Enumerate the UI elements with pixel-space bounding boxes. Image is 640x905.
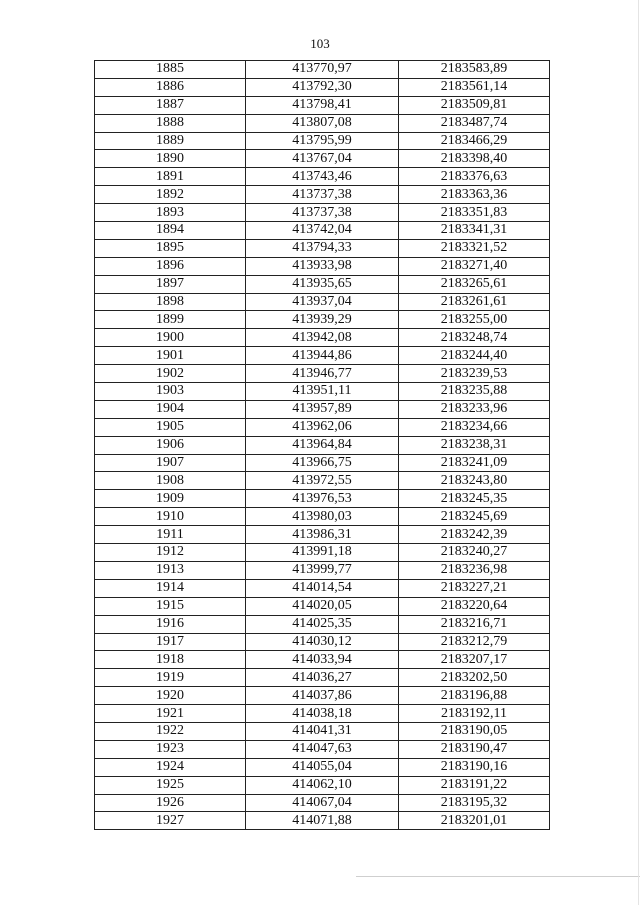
point-number-cell: 1901 [95, 347, 246, 365]
x-coordinate-cell: 413767,04 [246, 150, 399, 168]
table-row [95, 150, 550, 168]
y-coordinate-cell: 2183248,74 [399, 329, 550, 347]
y-coordinate-cell: 2183190,47 [399, 740, 550, 758]
x-coordinate-cell: 413937,04 [246, 293, 399, 311]
x-coordinate-cell: 413946,77 [246, 365, 399, 383]
table-row [95, 383, 550, 401]
table-row [95, 347, 550, 365]
x-coordinate-cell: 413742,04 [246, 222, 399, 240]
point-number-cell: 1892 [95, 186, 246, 204]
y-coordinate-cell: 2183509,81 [399, 96, 550, 114]
x-coordinate-cell: 414025,35 [246, 615, 399, 633]
table-row [95, 168, 550, 186]
point-number-cell: 1903 [95, 383, 246, 401]
y-coordinate-cell: 2183201,01 [399, 812, 550, 830]
point-number-cell: 1887 [95, 96, 246, 114]
y-coordinate-cell: 2183240,27 [399, 544, 550, 562]
point-number-cell: 1898 [95, 293, 246, 311]
point-number-cell: 1918 [95, 651, 246, 669]
table-row [95, 293, 550, 311]
point-number-cell: 1895 [95, 239, 246, 257]
table-row [95, 257, 550, 275]
x-coordinate-cell: 414038,18 [246, 705, 399, 723]
y-coordinate-cell: 2183207,17 [399, 651, 550, 669]
x-coordinate-cell: 414071,88 [246, 812, 399, 830]
table-row [95, 78, 550, 96]
x-coordinate-cell: 413944,86 [246, 347, 399, 365]
point-number-cell: 1906 [95, 436, 246, 454]
table-row [95, 222, 550, 240]
table-row [95, 758, 550, 776]
coordinates-table [94, 60, 550, 830]
y-coordinate-cell: 2183261,61 [399, 293, 550, 311]
scan-edge-line [356, 876, 640, 877]
x-coordinate-cell: 413976,53 [246, 490, 399, 508]
y-coordinate-cell: 2183216,71 [399, 615, 550, 633]
point-number-cell: 1894 [95, 222, 246, 240]
x-coordinate-cell: 414037,86 [246, 687, 399, 705]
x-coordinate-cell: 413962,06 [246, 418, 399, 436]
x-coordinate-cell: 413743,46 [246, 168, 399, 186]
x-coordinate-cell: 414047,63 [246, 740, 399, 758]
x-coordinate-cell: 413957,89 [246, 400, 399, 418]
x-coordinate-cell: 414062,10 [246, 776, 399, 794]
y-coordinate-cell: 2183376,63 [399, 168, 550, 186]
x-coordinate-cell: 413991,18 [246, 544, 399, 562]
x-coordinate-cell: 413798,41 [246, 96, 399, 114]
y-coordinate-cell: 2183245,35 [399, 490, 550, 508]
point-number-cell: 1907 [95, 454, 246, 472]
point-number-cell: 1925 [95, 776, 246, 794]
point-number-cell: 1900 [95, 329, 246, 347]
x-coordinate-cell: 413807,08 [246, 114, 399, 132]
x-coordinate-cell: 413966,75 [246, 454, 399, 472]
table-row [95, 561, 550, 579]
y-coordinate-cell: 2183220,64 [399, 597, 550, 615]
y-coordinate-cell: 2183244,40 [399, 347, 550, 365]
table-row [95, 490, 550, 508]
y-coordinate-cell: 2183341,31 [399, 222, 550, 240]
table-row [95, 329, 550, 347]
table-row [95, 722, 550, 740]
table-row [95, 740, 550, 758]
table-row [95, 776, 550, 794]
x-coordinate-cell: 414055,04 [246, 758, 399, 776]
x-coordinate-cell: 413980,03 [246, 508, 399, 526]
y-coordinate-cell: 2183245,69 [399, 508, 550, 526]
point-number-cell: 1891 [95, 168, 246, 186]
x-coordinate-cell: 413986,31 [246, 526, 399, 544]
x-coordinate-cell: 413972,55 [246, 472, 399, 490]
point-number-cell: 1912 [95, 544, 246, 562]
table-row [95, 508, 550, 526]
point-number-cell: 1904 [95, 400, 246, 418]
point-number-cell: 1924 [95, 758, 246, 776]
y-coordinate-cell: 2183243,80 [399, 472, 550, 490]
table-row [95, 400, 550, 418]
y-coordinate-cell: 2183398,40 [399, 150, 550, 168]
point-number-cell: 1888 [95, 114, 246, 132]
y-coordinate-cell: 2183236,98 [399, 561, 550, 579]
page-number: 103 [310, 36, 330, 51]
y-coordinate-cell: 2183487,74 [399, 114, 550, 132]
x-coordinate-cell: 413964,84 [246, 436, 399, 454]
table-row [95, 579, 550, 597]
x-coordinate-cell: 413999,77 [246, 561, 399, 579]
point-number-cell: 1905 [95, 418, 246, 436]
table-row [95, 812, 550, 830]
x-coordinate-cell: 414067,04 [246, 794, 399, 812]
y-coordinate-cell: 2183190,16 [399, 758, 550, 776]
y-coordinate-cell: 2183192,11 [399, 705, 550, 723]
x-coordinate-cell: 413737,38 [246, 204, 399, 222]
point-number-cell: 1921 [95, 705, 246, 723]
x-coordinate-cell: 413935,65 [246, 275, 399, 293]
y-coordinate-cell: 2183196,88 [399, 687, 550, 705]
y-coordinate-cell: 2183241,09 [399, 454, 550, 472]
y-coordinate-cell: 2183195,32 [399, 794, 550, 812]
scan-edge-shadow [638, 0, 639, 905]
point-number-cell: 1926 [95, 794, 246, 812]
point-number-cell: 1893 [95, 204, 246, 222]
table-row [95, 472, 550, 490]
y-coordinate-cell: 2183227,21 [399, 579, 550, 597]
x-coordinate-cell: 414036,27 [246, 669, 399, 687]
point-number-cell: 1913 [95, 561, 246, 579]
point-number-cell: 1899 [95, 311, 246, 329]
point-number-cell: 1911 [95, 526, 246, 544]
y-coordinate-cell: 2183202,50 [399, 669, 550, 687]
y-coordinate-cell: 2183321,52 [399, 239, 550, 257]
x-coordinate-cell: 413939,29 [246, 311, 399, 329]
table-row [95, 61, 550, 79]
point-number-cell: 1909 [95, 490, 246, 508]
table-row [95, 436, 550, 454]
table-row [95, 651, 550, 669]
table-row [95, 311, 550, 329]
point-number-cell: 1885 [95, 61, 246, 79]
point-number-cell: 1897 [95, 275, 246, 293]
table-row [95, 597, 550, 615]
point-number-cell: 1896 [95, 257, 246, 275]
point-number-cell: 1923 [95, 740, 246, 758]
x-coordinate-cell: 414030,12 [246, 633, 399, 651]
x-coordinate-cell: 413942,08 [246, 329, 399, 347]
point-number-cell: 1910 [95, 508, 246, 526]
y-coordinate-cell: 2183561,14 [399, 78, 550, 96]
table-row [95, 114, 550, 132]
table-row [95, 239, 550, 257]
y-coordinate-cell: 2183265,61 [399, 275, 550, 293]
y-coordinate-cell: 2183583,89 [399, 61, 550, 79]
table-row [95, 275, 550, 293]
point-number-cell: 1917 [95, 633, 246, 651]
y-coordinate-cell: 2183238,31 [399, 436, 550, 454]
x-coordinate-cell: 414033,94 [246, 651, 399, 669]
point-number-cell: 1886 [95, 78, 246, 96]
point-number-cell: 1902 [95, 365, 246, 383]
x-coordinate-cell: 413933,98 [246, 257, 399, 275]
table-row [95, 687, 550, 705]
x-coordinate-cell: 414041,31 [246, 722, 399, 740]
y-coordinate-cell: 2183235,88 [399, 383, 550, 401]
point-number-cell: 1915 [95, 597, 246, 615]
y-coordinate-cell: 2183255,00 [399, 311, 550, 329]
table-row [95, 454, 550, 472]
table-row [95, 365, 550, 383]
y-coordinate-cell: 2183239,53 [399, 365, 550, 383]
x-coordinate-cell: 413792,30 [246, 78, 399, 96]
point-number-cell: 1922 [95, 722, 246, 740]
y-coordinate-cell: 2183363,36 [399, 186, 550, 204]
point-number-cell: 1927 [95, 812, 246, 830]
x-coordinate-cell: 414020,05 [246, 597, 399, 615]
table-row [95, 526, 550, 544]
y-coordinate-cell: 2183233,96 [399, 400, 550, 418]
y-coordinate-cell: 2183466,29 [399, 132, 550, 150]
y-coordinate-cell: 2183190,05 [399, 722, 550, 740]
coordinates-table-body [95, 61, 550, 830]
x-coordinate-cell: 413794,33 [246, 239, 399, 257]
table-row [95, 96, 550, 114]
table-row [95, 669, 550, 687]
table-row [95, 633, 550, 651]
table-row [95, 794, 550, 812]
table-row [95, 204, 550, 222]
table-row [95, 705, 550, 723]
point-number-cell: 1914 [95, 579, 246, 597]
table-row [95, 132, 550, 150]
table-row [95, 418, 550, 436]
x-coordinate-cell: 413951,11 [246, 383, 399, 401]
x-coordinate-cell: 413737,38 [246, 186, 399, 204]
point-number-cell: 1908 [95, 472, 246, 490]
y-coordinate-cell: 2183212,79 [399, 633, 550, 651]
y-coordinate-cell: 2183191,22 [399, 776, 550, 794]
point-number-cell: 1919 [95, 669, 246, 687]
point-number-cell: 1890 [95, 150, 246, 168]
y-coordinate-cell: 2183234,66 [399, 418, 550, 436]
point-number-cell: 1920 [95, 687, 246, 705]
y-coordinate-cell: 2183351,83 [399, 204, 550, 222]
table-row [95, 544, 550, 562]
x-coordinate-cell: 413795,99 [246, 132, 399, 150]
point-number-cell: 1889 [95, 132, 246, 150]
x-coordinate-cell: 414014,54 [246, 579, 399, 597]
y-coordinate-cell: 2183242,39 [399, 526, 550, 544]
y-coordinate-cell: 2183271,40 [399, 257, 550, 275]
table-row [95, 615, 550, 633]
x-coordinate-cell: 413770,97 [246, 61, 399, 79]
table-row [95, 186, 550, 204]
point-number-cell: 1916 [95, 615, 246, 633]
